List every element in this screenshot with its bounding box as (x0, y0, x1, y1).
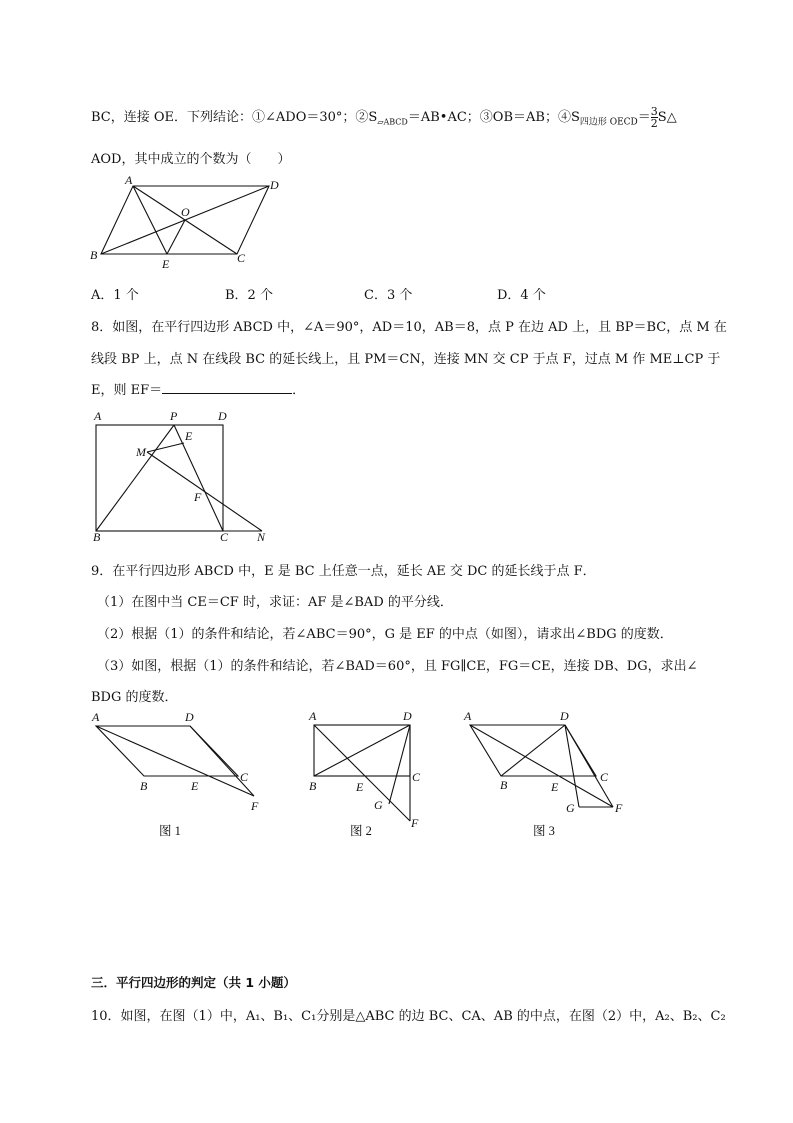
q9-caption-2: 图 2 (350, 824, 372, 838)
q7-text-e: ＝ (637, 110, 651, 125)
q7-label-c: C (237, 251, 246, 265)
q9-caption-1: 图 1 (159, 824, 181, 838)
q8-label-b: B (93, 530, 101, 544)
q9f1-label-d: D (185, 710, 194, 724)
q8-figure (90, 405, 280, 544)
q8-line-2: 线段 BP 上，点 N 在线段 BC 的延长线上，且 PM＝CN，连接 MN 交 CP 于点 F，过点 M 作 ME⊥CP 于 (91, 352, 721, 367)
q9f3-label-a: A (464, 709, 472, 723)
q8-label-p: P (170, 409, 178, 423)
q9f3-label-e: E (551, 780, 559, 794)
q7-frac-num: 3 (650, 105, 658, 118)
q9f1-label-e: E (191, 779, 199, 793)
q9f2-label-a: A (309, 709, 317, 723)
q7-option-a: A．1 个 (91, 288, 139, 303)
q7-text-c: ＝AB•AC；③OB＝AB；④S (407, 110, 580, 125)
q9-line-3: （2）根据（1）的条件和结论，若∠ABC＝90°，G 是 EF 的中点（如图），请求出∠BDG 的度数． (97, 627, 673, 642)
q7-frac-den: 2 (650, 117, 658, 130)
q9f3-label-f: F (615, 801, 623, 815)
q7-text-a: BC，连接 OE．下列结论：①∠ADO＝30°；②S (91, 110, 378, 125)
q8-label-d: D (218, 409, 227, 423)
q9-line-2: （1）在图中当 CE＝CF 时，求证：AF 是∠BAD 的平分线． (97, 595, 453, 610)
q9f2-label-c: C (412, 770, 421, 784)
q7-line-2: AOD，其中成立的个数为（ ） (91, 152, 291, 167)
q9f2-label-d: D (403, 709, 412, 723)
q7-option-b: B．2 个 (225, 288, 273, 303)
section-heading: 三．平行四边形的判定（共 1 小题） (91, 975, 296, 990)
q9-line-1: 9．在平行四边形 ABCD 中，E 是 BC 上任意一点，延长 AE 交 DC 的延长线于点 F． (91, 564, 596, 579)
q7-label-e: E (162, 257, 170, 271)
q7-sub-oecd: 四边形 OECD (579, 117, 638, 128)
q8-label-c: C (220, 530, 229, 544)
q9f1-label-c: C (240, 770, 249, 784)
q7-option-c: C．3 个 (364, 288, 413, 303)
q8-label-n: N (257, 530, 266, 544)
q7-figure (85, 173, 285, 271)
q9f3-label-c: C (600, 770, 609, 784)
q7-sub-abcd: ▱ABCD (377, 117, 408, 127)
q8-text-b: ． (292, 383, 306, 398)
q9f2-label-f: F (411, 816, 419, 830)
q7-fraction (651, 106, 658, 129)
q10-line-1: 10．如图，在图（1）中，A₁、B₁、C₁分别是△ABC 的边 BC、CA、AB 的中点，在图（2）中，A₂、B₂、C₂ (91, 1009, 726, 1024)
q9f1-label-b: B (140, 779, 148, 793)
q9f3-label-b: B (500, 778, 508, 792)
q9f2-label-e: E (356, 780, 364, 794)
q9-caption-3: 图 3 (533, 824, 555, 838)
q7-label-a: A (125, 173, 133, 187)
q9f2-label-g: G (374, 798, 383, 812)
q8-label-e: E (185, 429, 193, 443)
q9f2-label-b: B (309, 779, 317, 793)
q8-line-3 (91, 379, 305, 398)
q7-text-f: S△ (657, 110, 677, 125)
q9-figure-3 (460, 708, 630, 838)
q7-option-d: D．4 个 (497, 288, 546, 303)
q7-label-o: O (181, 205, 190, 219)
q7-label-d: D (270, 178, 279, 192)
q8-line-1: 8．如图，在平行四边形 ABCD 中，∠A＝90°，AD＝10，AB＝8，点 P 在边 AD 上，且 BP＝BC，点 M 在 (91, 320, 727, 335)
q8-text-a: E，则 EF＝ (91, 383, 163, 398)
q9f1-label-f: F (251, 799, 259, 813)
q9f3-label-d: D (560, 709, 569, 723)
q9-line-5: BDG 的度数． (91, 690, 178, 705)
q9f3-label-g: G (566, 801, 575, 815)
q9-figure-2 (305, 708, 445, 838)
q8-label-a: A (94, 409, 102, 423)
q8-label-m: M (136, 445, 146, 459)
q9-figure-1 (90, 708, 270, 838)
q7-line-1 (91, 106, 677, 129)
q7-label-b: B (90, 248, 98, 262)
q9-line-4: （3）如图，根据（1）的条件和结论，若∠BAD＝60°，且 FG∥CE，FG＝CE，连接 DB、DG，求出∠ (97, 659, 698, 674)
q8-label-f: F (194, 490, 202, 504)
q9f1-label-a: A (92, 710, 100, 724)
q8-answer-blank[interactable] (162, 381, 292, 394)
